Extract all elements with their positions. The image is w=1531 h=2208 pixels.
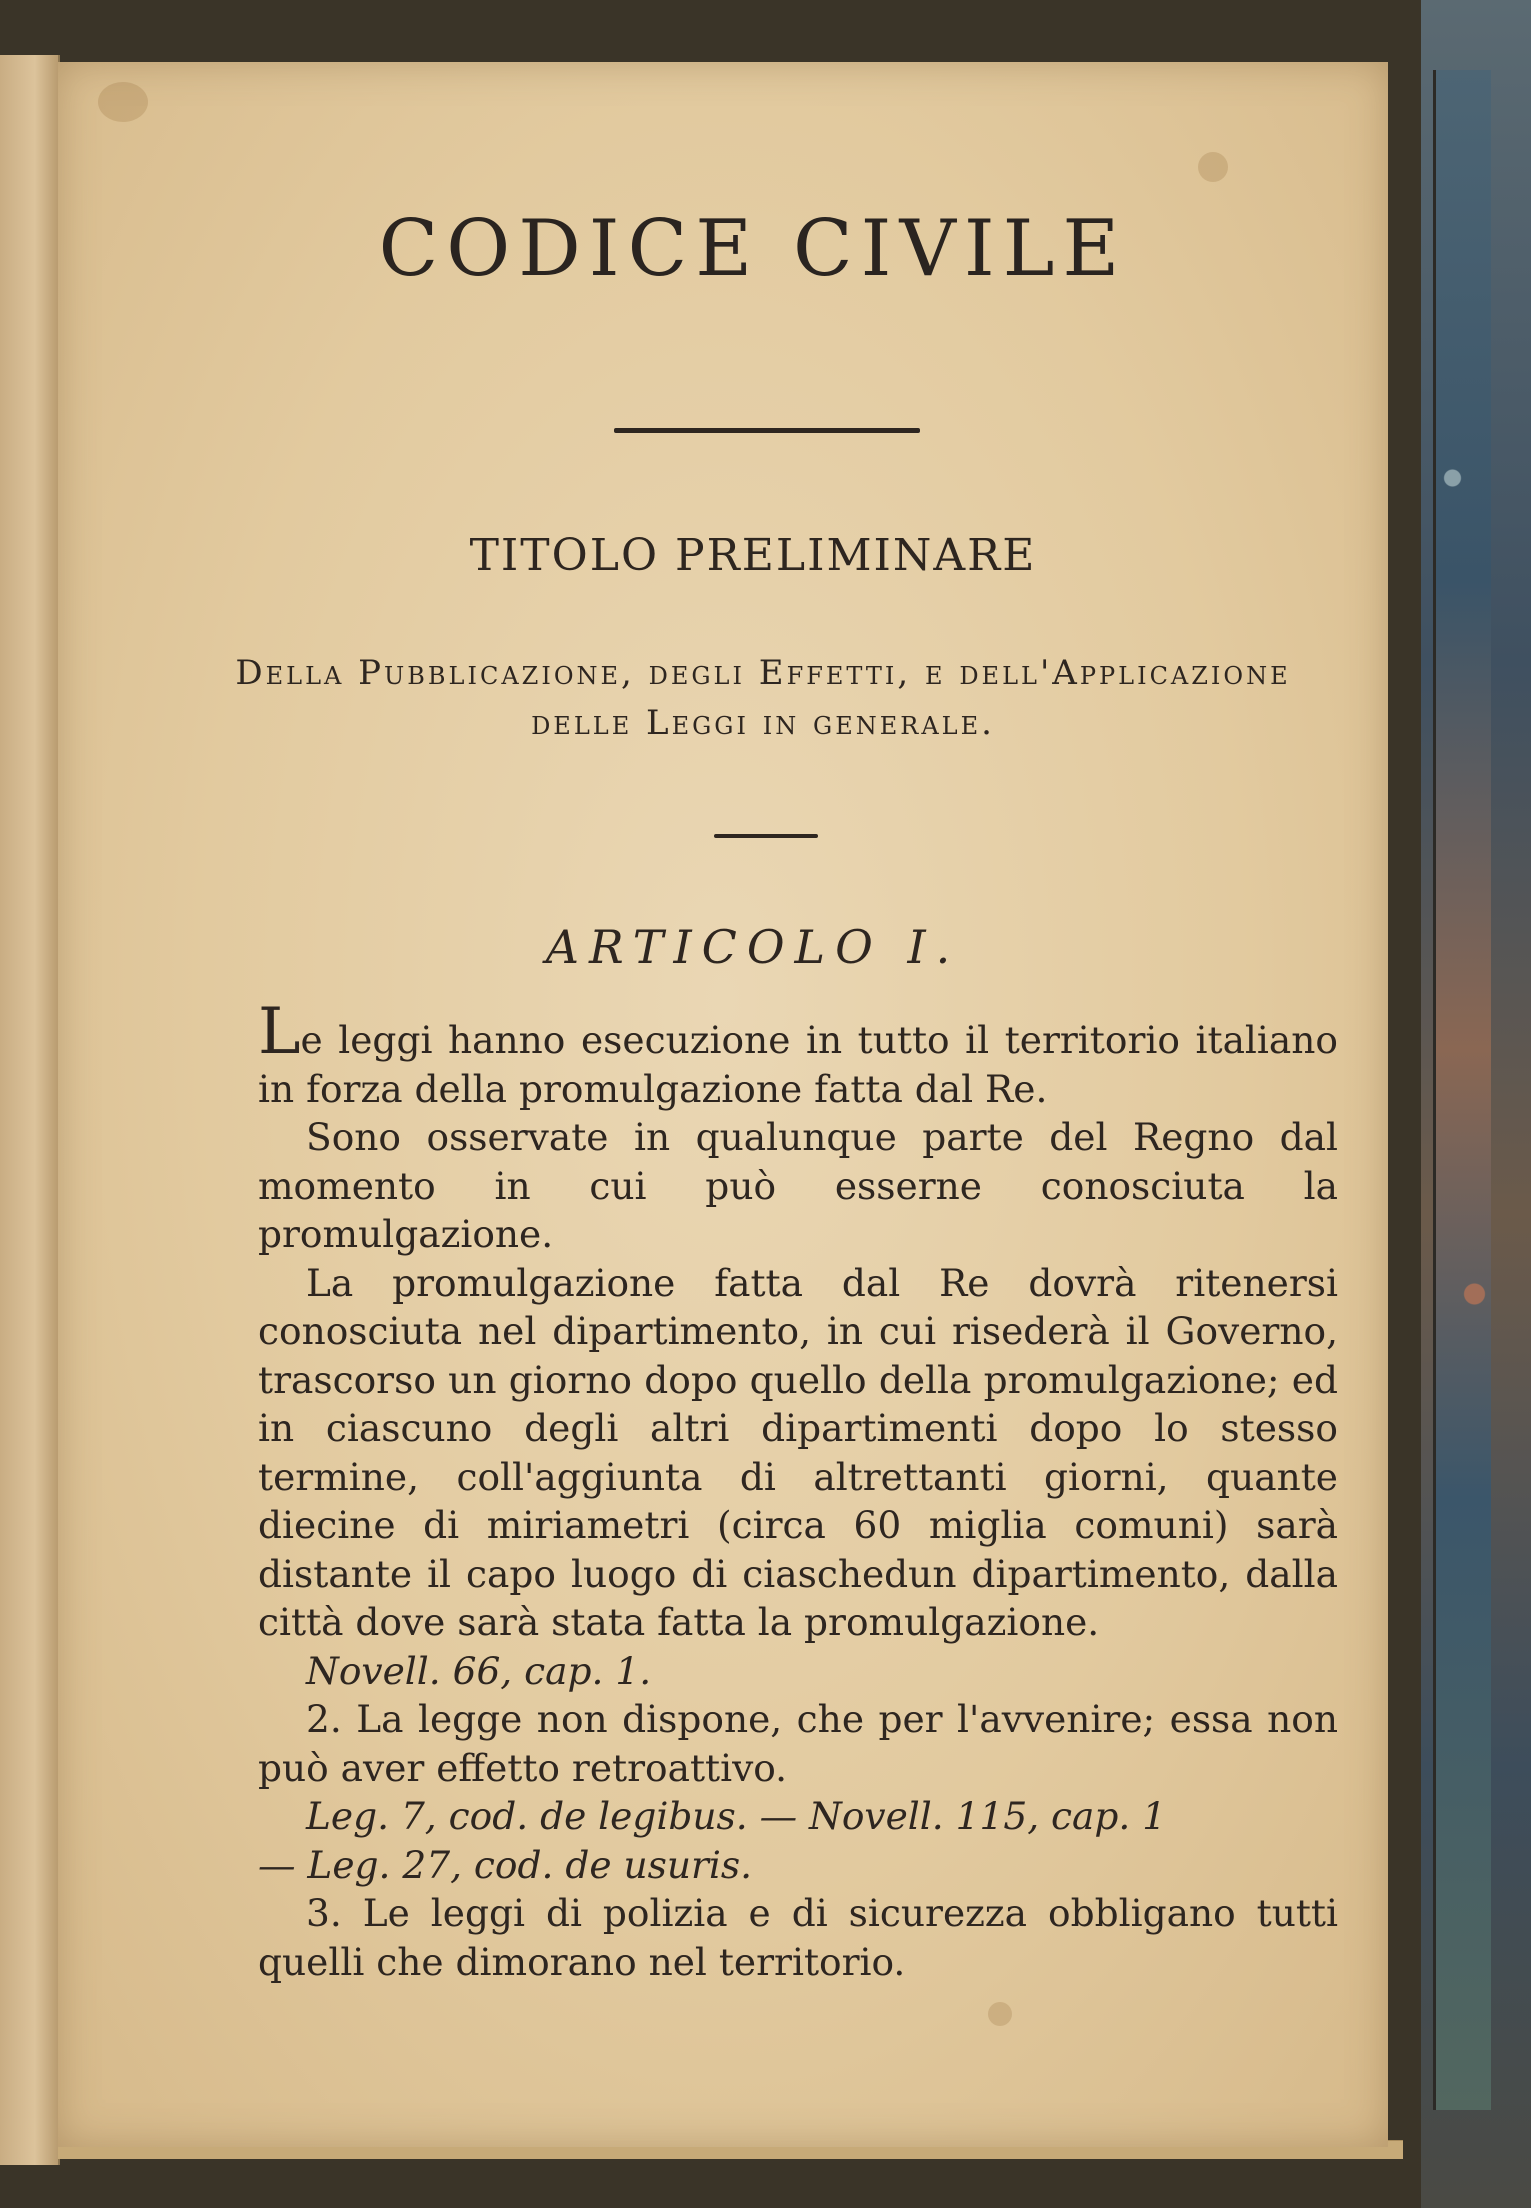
article2-text: 2. La legge non dispone, che per l'avvenire; essa non può aver effetto retroattivo. — [258, 1697, 1338, 1790]
heading-rule — [714, 834, 818, 838]
article2-citation-2: — Leg. 27, cod. de usuris. — [258, 1842, 753, 1887]
marbled-endpaper — [1433, 70, 1491, 2110]
article3-text: 3. Le leggi di polizia e di sicurezza obbligano tutti quelli che dimorano nel territorio. — [258, 1891, 1338, 1984]
stain — [988, 2002, 1012, 2026]
left-page-edge — [0, 55, 60, 2165]
dropcap: L — [258, 995, 301, 1069]
stain — [98, 82, 148, 122]
article1-para2: Sono osservate in qualunque parte del Regno dal momento in cui può esserne conosciuta la promulgazione. — [258, 1115, 1338, 1256]
title-rule — [614, 428, 920, 433]
page-title: CODICE CIVILE — [378, 204, 1128, 294]
article-title: ARTICOLO I. — [545, 920, 961, 974]
stain — [1198, 152, 1228, 182]
article1-para1-text: e leggi hanno esecuzione in tutto il territorio italiano in forza della promulgazione fatta dal Re. — [258, 1018, 1338, 1111]
article-body — [258, 995, 1338, 1986]
article1-para1 — [258, 995, 1338, 1113]
article1-citation: Novell. 66, cap. 1. — [306, 1648, 652, 1693]
article1-para3: La promulgazione fatta dal Re dovrà ritenersi conosciuta nel dipartimento, in cui risederà il Governo, trascorso un giorno dopo quello della promulgazione; ed in ciascuno degli altri dipartimenti dopo lo stesso termine, coll'aggiunta di altrettanti giorni, quante diecine di miriametri (circa 60 miglia comuni) sarà distante il capo luogo di ciaschedun dipartimento, dalla città dove sarà stata fatta la promulgazione. — [258, 1260, 1338, 1644]
section-heading: Della Pubblicazione, degli Effetti, e dell'Applicazione delle Leggi in generale. — [235, 653, 1291, 743]
book-page — [58, 62, 1388, 2147]
subtitle: TITOLO PRELIMINARE — [469, 530, 1037, 581]
article2-citation-1: Leg. 7, cod. de legibus. — Novell. 115, cap. 1 — [306, 1794, 1167, 1838]
